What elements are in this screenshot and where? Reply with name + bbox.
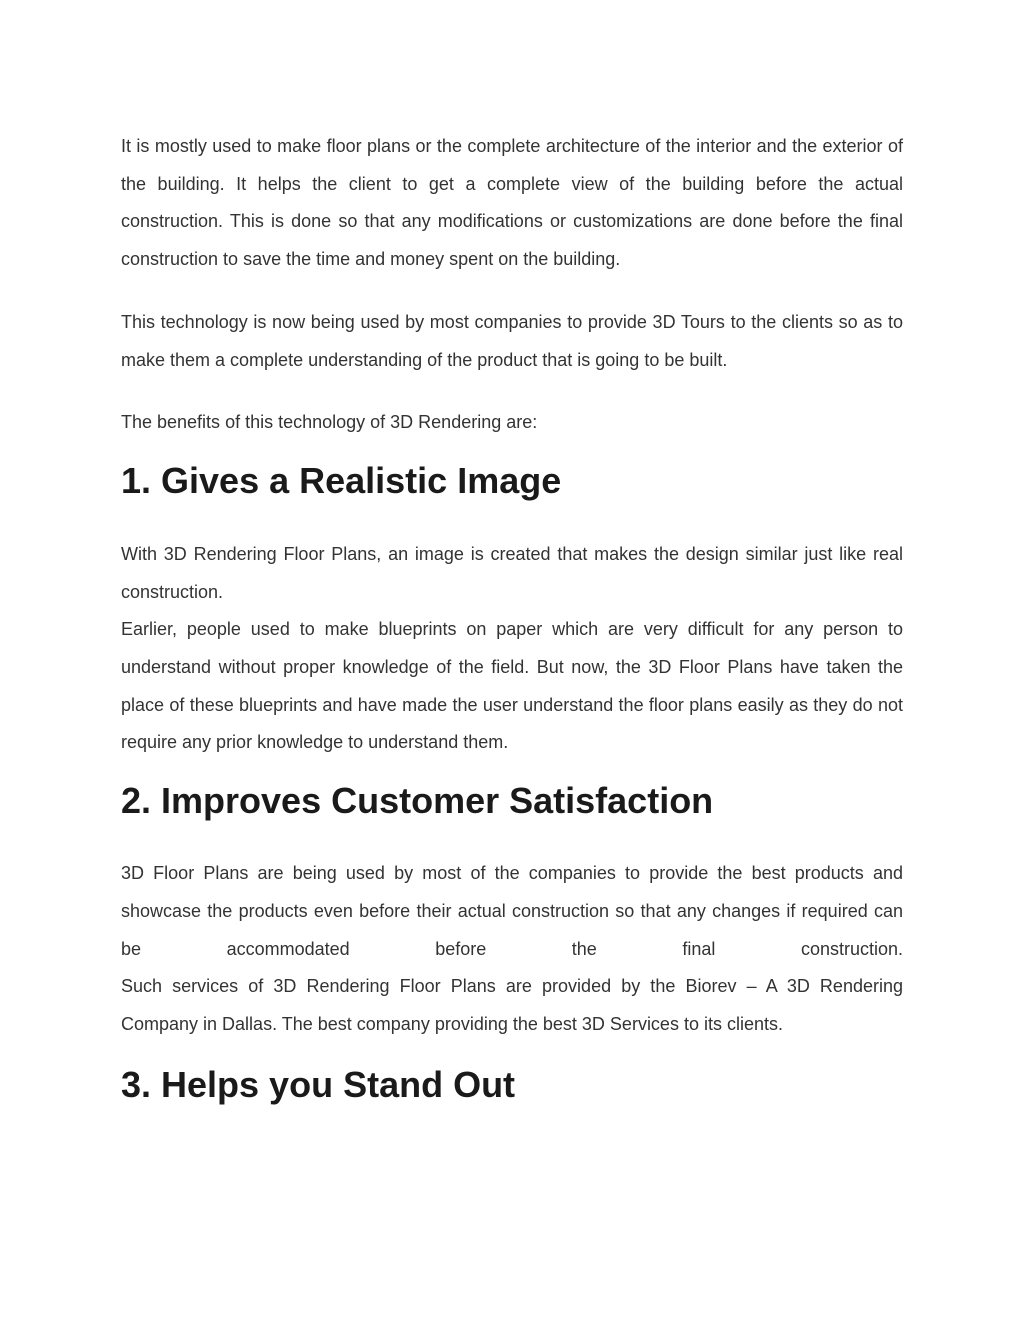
section-customer-satisfaction-body xyxy=(121,855,903,1044)
technology-paragraph: This technology is now being used by most companies to provide 3D Tours to the clients so as to make them a complete understanding of the product that is going to be built. xyxy=(121,311,903,370)
section-realistic-image-line1: With 3D Rendering Floor Plans, an image is created that makes the design similar just like real construction. xyxy=(121,543,903,602)
document-page xyxy=(121,128,903,1107)
section-realistic-image-body xyxy=(121,536,903,762)
section-heading-stand-out: 3. Helps you Stand Out xyxy=(121,1063,516,1105)
section-heading-customer-satisfaction: 2. Improves Customer Satisfaction xyxy=(121,780,714,822)
section-customer-satisfaction-line2: Such services of 3D Rendering Floor Plans are provided by the Biorev – A 3D Rendering Company in Dallas. The best company providing the best 3D Services to its clients. xyxy=(121,976,903,1034)
benefits-intro-paragraph: The benefits of this technology of 3D Rendering are: xyxy=(121,412,538,433)
intro-paragraph: It is mostly used to make floor plans or the complete architecture of the interior and the exterior of the building. It helps the client to get a complete view of the building before the actual construction. This is done so that any modifications or customizations are done before the final construction to save the time and money spent on the building. xyxy=(121,136,903,270)
section-heading-realistic-image: 1. Gives a Realistic Image xyxy=(121,459,562,501)
section-customer-satisfaction-line1: 3D Floor Plans are being used by most of the companies to provide the best products and showcase the products even before their actual construction so that any changes if required can be accommodated before the final construction. xyxy=(121,863,903,959)
section-realistic-image-line2: Earlier, people used to make blueprints on paper which are very difficult for any person to understand without proper knowledge of the field. But now, the 3D Floor Plans have taken the place of these blueprints and have made the user understand the floor plans easily as they do not require any prior knowledge to understand them. xyxy=(121,619,903,753)
